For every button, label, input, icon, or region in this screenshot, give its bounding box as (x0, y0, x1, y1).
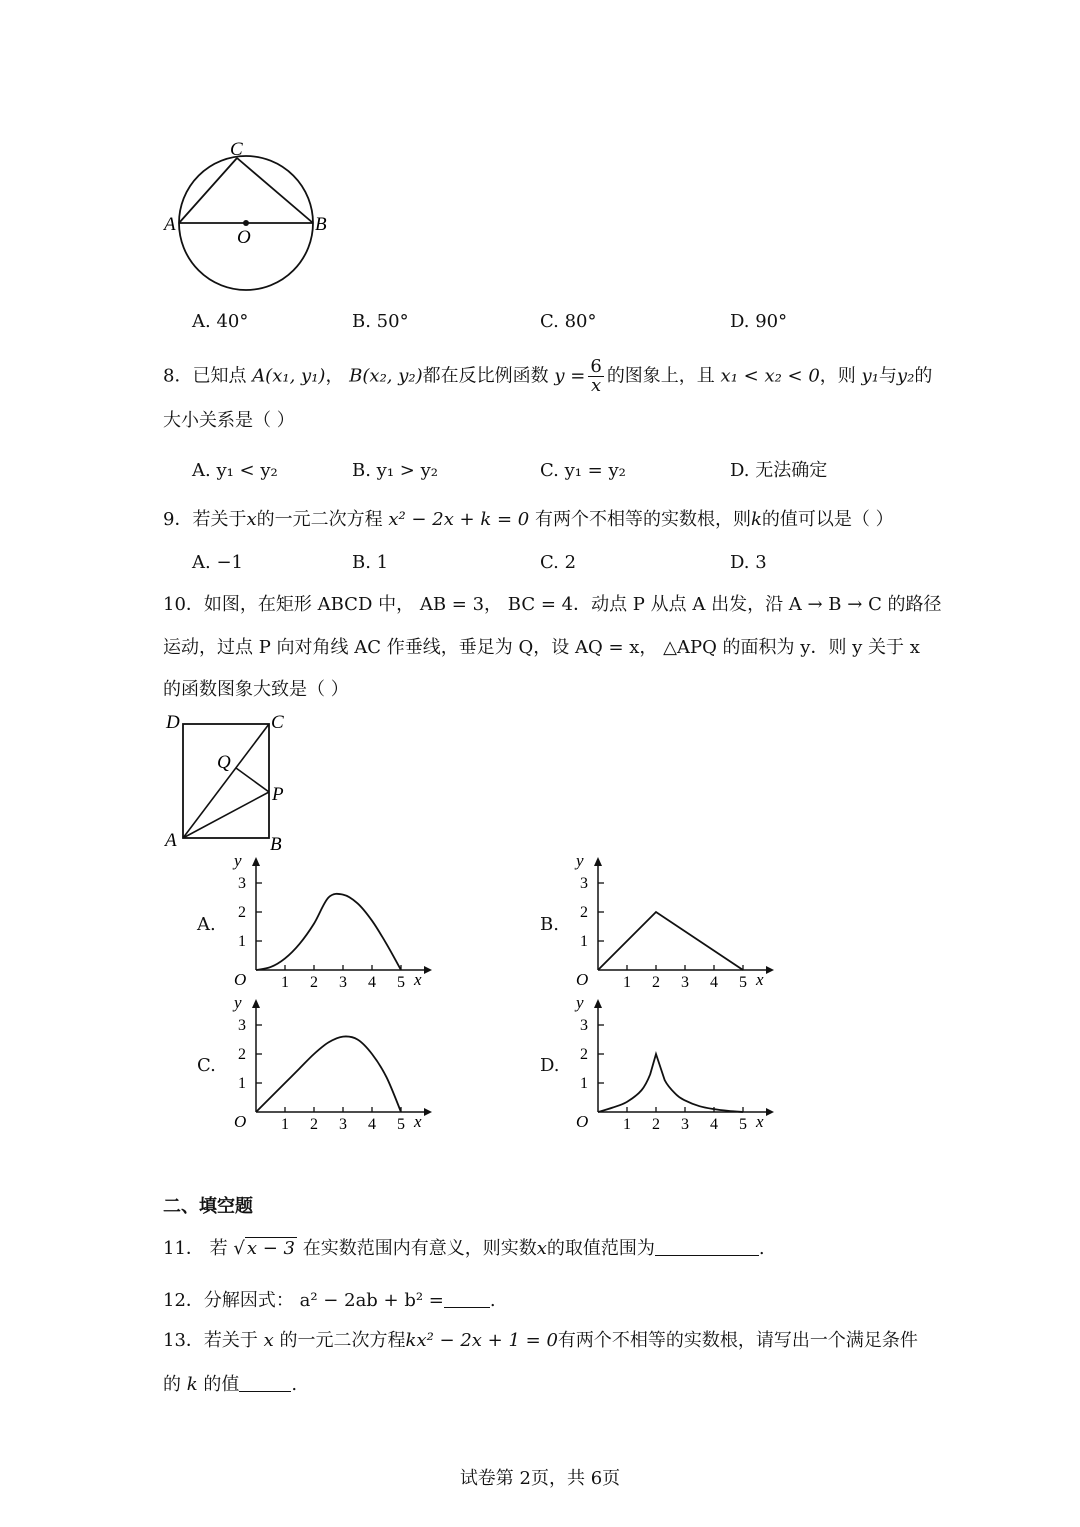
q13-line2-prefix: 的 (163, 1374, 181, 1395)
x-tick-label: 1 (623, 974, 631, 991)
q8-prefix: 8．已知点 (163, 365, 247, 387)
rect-label-a: A (165, 830, 177, 851)
x-tick-label: 3 (681, 1116, 689, 1133)
q9-mid: 的一元二次方程 (256, 509, 383, 530)
q7-option-a: A. 40° (192, 311, 249, 332)
label-b: B (315, 214, 327, 235)
graph-label-c: C. (197, 1055, 216, 1076)
q8-option-b: B. y₁ > y₂ (352, 460, 438, 481)
rect-label-b: B (270, 834, 282, 855)
q8-option-c: C. y₁ = y₂ (540, 460, 626, 481)
x-tick-label: 4 (368, 974, 376, 991)
q7-option-b: B. 50° (352, 311, 409, 332)
y-tick-label: 3 (238, 875, 246, 892)
q7-option-c: C. 80° (540, 311, 597, 332)
x-tick-label: 1 (281, 974, 289, 991)
q9-prefix: 9．若关于 (163, 509, 247, 530)
origin-label: O (234, 970, 247, 989)
x-tick-label: 3 (681, 974, 689, 991)
x-tick-label: 5 (739, 1116, 747, 1133)
q11-radicand: x − 3 (246, 1238, 295, 1259)
q13-var-k: k (186, 1374, 198, 1395)
rect-label-q: Q (217, 752, 231, 773)
y-axis-label: y (234, 852, 242, 870)
q8-line2: 大小关系是（ ） (163, 410, 295, 431)
q11-radical-sign: √ (233, 1238, 245, 1259)
q9-tail: 有两个不相等的实数根，则 (534, 509, 751, 530)
q8-cond: x₁ < x₂ < 0 (720, 365, 820, 387)
q10-line1: 10．如图，在矩形 ABCD 中， AB = 3， BC = 4．动点 P 从点 A 出发，沿 A → B → C 的路径 (163, 594, 942, 615)
function-curve (256, 894, 401, 970)
y-axis-arrow (252, 999, 260, 1008)
graph-label-d: D. (540, 1055, 560, 1076)
page-footer: 试卷第 2页，共 6页 (459, 1468, 621, 1489)
q9-option-b: B. 1 (352, 552, 389, 573)
q13-end: . (291, 1374, 298, 1395)
x-tick-label: 2 (310, 974, 318, 991)
x-tick-label: 2 (652, 1116, 660, 1133)
q13-var-x: x (263, 1330, 274, 1351)
x-tick-label: 5 (397, 974, 405, 991)
graph-label-b: B. (540, 914, 559, 935)
x-tick-label: 4 (710, 974, 718, 991)
center-dot (243, 220, 249, 226)
q13-line1 (163, 1328, 918, 1354)
q12-answer-blank[interactable] (444, 1289, 490, 1308)
y-tick-label: 2 (238, 904, 246, 921)
function-curve (598, 912, 743, 970)
x-tick-label: 2 (310, 1116, 318, 1133)
y-axis-arrow (594, 857, 602, 866)
x-tick-label: 3 (339, 1116, 347, 1133)
graph-c (226, 994, 436, 1134)
y-tick-label: 1 (580, 933, 588, 950)
x-tick-label: 4 (710, 1116, 718, 1133)
q7-option-d: D. 90° (730, 311, 788, 332)
x-tick-label: 2 (652, 974, 660, 991)
q8-frac-num: 6 (590, 356, 602, 377)
x-tick-label: 5 (397, 1116, 405, 1133)
rect-label-p: P (272, 784, 284, 805)
chord-cb (237, 158, 313, 223)
q9-equation: x² − 2x + k = 0 (388, 509, 530, 530)
x-axis-label: x (414, 1112, 422, 1131)
q12-expr: a² − 2ab + b² = (299, 1290, 444, 1311)
q8-sep: ， (325, 365, 344, 387)
q13-line2 (163, 1372, 297, 1398)
origin-label: O (234, 1112, 247, 1131)
graph-a (226, 852, 436, 992)
segment-ap (183, 792, 269, 838)
q8-option-a: A. y₁ < y₂ (192, 460, 278, 481)
x-axis-arrow (766, 966, 774, 974)
diagonal-ac (183, 724, 269, 838)
q9-option-d: D. 3 (730, 552, 767, 573)
q11-answer-blank[interactable] (655, 1237, 759, 1256)
q8-func-lhs: y = (554, 365, 586, 387)
x-axis-arrow (424, 1108, 432, 1116)
function-curve (256, 1036, 401, 1112)
q9-end: 的值可以是（ ） (761, 509, 894, 530)
y-tick-label: 3 (238, 1017, 246, 1034)
q8-frac-den: x (591, 375, 602, 396)
q13-mid: 的一元二次方程 (279, 1330, 406, 1351)
q11-prefix: 11． 若 (163, 1238, 228, 1259)
q8-fraction (588, 358, 603, 395)
q8-y2: y₂ (896, 365, 915, 387)
x-axis-label: x (756, 970, 764, 989)
x-axis-label: x (756, 1112, 764, 1131)
q12-end: . (489, 1290, 496, 1311)
segment-pq (236, 768, 269, 792)
q11-end: . (758, 1238, 765, 1259)
q13-tail: 有两个不相等的实数根，请写出一个满足条件 (557, 1330, 918, 1351)
y-tick-label: 1 (238, 933, 246, 950)
q9-line (163, 507, 894, 533)
q8-point-b: B(x₂, y₂) (349, 365, 423, 387)
q9-var-k: k (750, 509, 762, 530)
q8-option-d: D. 无法确定 (730, 460, 828, 481)
q12-prefix: 12．分解因式： (163, 1290, 294, 1311)
q9-option-a: A. −1 (192, 552, 243, 573)
graph-b (568, 852, 778, 992)
y-axis-label: y (576, 852, 584, 870)
graph-label-a: A. (197, 914, 216, 935)
x-axis-label: x (414, 970, 422, 989)
function-curve (598, 1054, 743, 1112)
x-tick-label: 4 (368, 1116, 376, 1133)
q9-var-x: x (246, 509, 257, 530)
q10-line2: 运动，过点 P 向对角线 AC 作垂线，垂足为 Q，设 AQ = x， △APQ 的面积为 y．则 y 关于 x (163, 637, 920, 658)
y-axis-label: y (576, 994, 584, 1012)
origin-label: O (576, 970, 589, 989)
q11-sqrt (233, 1236, 297, 1262)
rect-label-d: D (166, 712, 180, 733)
rectangle-figure (160, 708, 300, 856)
q8-point-a: A(x₁, y₁) (252, 365, 326, 387)
y-tick-label: 2 (238, 1046, 246, 1063)
y-tick-label: 2 (580, 904, 588, 921)
y-tick-label: 2 (580, 1046, 588, 1063)
q13-prefix: 13．若关于 (163, 1330, 258, 1351)
q8-mid: 都在反比例函数 (422, 365, 549, 387)
q11-mid: 在实数范围内有意义，则实数 (302, 1238, 537, 1259)
q12-line (163, 1288, 496, 1314)
y-tick-label: 3 (580, 1017, 588, 1034)
x-tick-label: 1 (623, 1116, 631, 1133)
circle-figure (160, 135, 340, 295)
y-axis-arrow (252, 857, 260, 866)
q10-line3: 的函数图象大致是（ ） (163, 679, 349, 700)
q8-line1 (163, 358, 932, 395)
q8-and: 与 (878, 365, 897, 387)
origin-label: O (576, 1112, 589, 1131)
x-axis-arrow (766, 1108, 774, 1116)
label-o: O (237, 227, 251, 248)
rect-label-c: C (271, 712, 284, 733)
y-tick-label: 1 (580, 1075, 588, 1092)
q8-de: 的 (914, 365, 933, 387)
label-c: C (230, 139, 243, 160)
y-tick-label: 1 (238, 1075, 246, 1092)
q8-after-func: 的图象上，且 (606, 365, 715, 387)
q13-line2-mid: 的值 (203, 1374, 240, 1395)
q11-tail: 的取值范围为 (546, 1238, 655, 1259)
q8-y1: y₁ (861, 365, 879, 387)
label-a: A (164, 214, 176, 235)
q13-equation: kx² − 2x + 1 = 0 (405, 1330, 558, 1351)
q8-tail: ，则 (819, 365, 856, 387)
section-2-title: 二、填空题 (163, 1196, 253, 1217)
x-tick-label: 3 (339, 974, 347, 991)
x-tick-label: 1 (281, 1116, 289, 1133)
y-axis-label: y (234, 994, 242, 1012)
q11-var-x: x (536, 1238, 547, 1259)
y-tick-label: 3 (580, 875, 588, 892)
q9-option-c: C. 2 (540, 552, 577, 573)
x-axis-arrow (424, 966, 432, 974)
q13-answer-blank[interactable] (239, 1373, 291, 1392)
x-tick-label: 5 (739, 974, 747, 991)
q11-line (163, 1236, 765, 1262)
y-axis-arrow (594, 999, 602, 1008)
graph-d (568, 994, 778, 1134)
